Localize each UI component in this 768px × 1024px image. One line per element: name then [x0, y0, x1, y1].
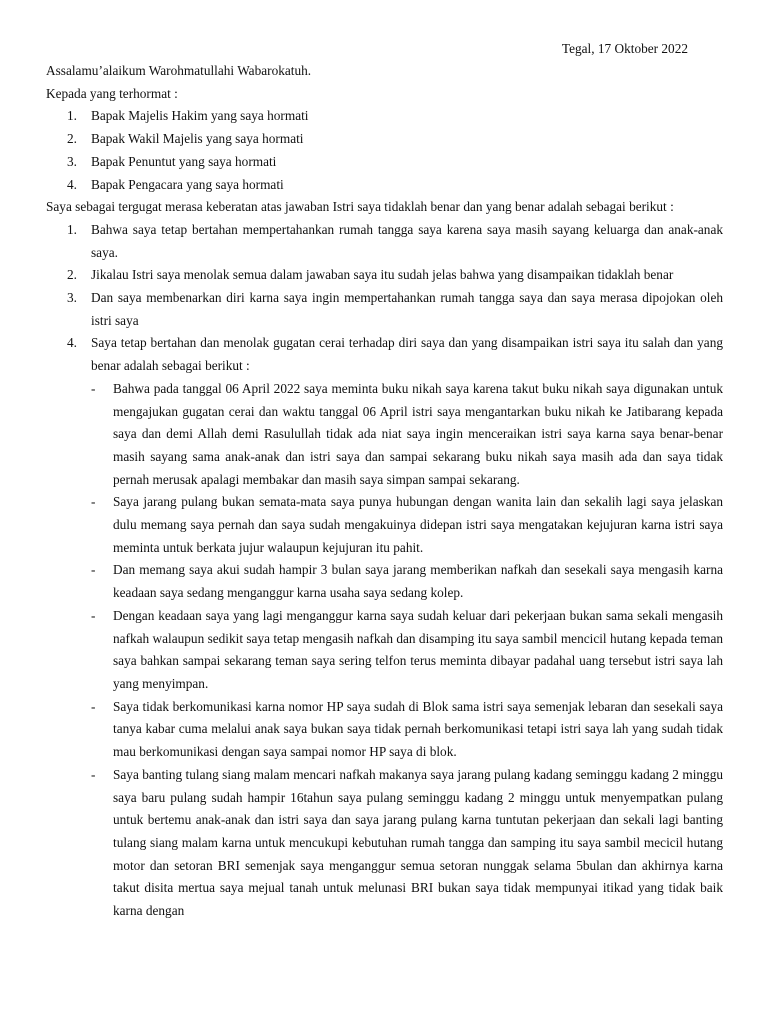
item-text: Bahwa saya tetap bertahan mempertahankan rumah tangga saya karena saya masih sayang keluarga dan anak-anak saya. [91, 221, 723, 260]
item-text: Bapak Pengacara yang saya hormati [91, 176, 284, 192]
item-text: Dan saya membenarkan diri karna saya ingin mempertahankan rumah tangga saya dan saya merasa dipojokan oleh istri saya [91, 290, 723, 328]
subpoint-text: Bahwa pada tanggal 06 April 2022 saya meminta buku nikah saya karena takut buku nikah saya digunakan untuk mengajukan gugatan cerai dan waktu tanggal 06 April istri saya mengantarkan buku nikah ke Jatibarang kepada saya dan demi Allah demi Rasulullah tidak ada niat saya ingin menceraikan istri saya karna saya benar-benar masih sayang sama anak-anak dan istri saya dan sampai sekarang buku nikah saya masih ada dan saya tidak pernah merusak apalagi membakar dan masih saya simpan sampai sekarang. [113, 380, 723, 487]
item-text: Bapak Wakil Majelis yang saya hormati [91, 131, 304, 147]
dash-marker: - [91, 698, 96, 714]
intro-paragraph: Saya sebagai tergugat merasa keberatan atas jawaban Istri saya tidaklah benar dan yang benar adalah sebagai berikut : [46, 199, 674, 215]
subpoint-item [91, 764, 723, 923]
item-text: Saya tetap bertahan dan menolak gugatan cerai terhadap diri saya dan yang disampaikan istri saya itu salah dan yang benar adalah sebagai berikut : [91, 335, 723, 374]
item-number: 3. [67, 290, 77, 306]
point-item [46, 219, 723, 264]
dash-marker: - [91, 766, 96, 782]
point-item [46, 264, 723, 287]
subpoint-item [91, 696, 723, 764]
subpoint-text: Saya jarang pulang bukan semata-mata saya punya hubungan dengan wanita lain dan sekalih lagi saya jelaskan dulu memang saya pernah dan saya sudah mengakuinya didepan istri saya mengatakan kejujuran karna istri saya meminta untuk berkata jujur walaupun kejujuran itu pahit. [113, 494, 723, 555]
salutation-item [46, 105, 723, 128]
item-number: 4. [67, 176, 77, 192]
addressee-intro: Kepada yang terhormat : [46, 85, 178, 101]
letter-body [46, 60, 723, 923]
item-number: 2. [67, 131, 77, 147]
item-number: 4. [67, 335, 77, 351]
points-list [46, 219, 723, 923]
item-text: Bapak Penuntut yang saya hormati [91, 153, 277, 169]
subpoint-item [91, 491, 723, 559]
point-item [46, 332, 723, 922]
salutation-item [46, 128, 723, 151]
dash-marker: - [91, 607, 96, 623]
subpoint-text: Saya banting tulang siang malam mencari nafkah makanya saya jarang pulang kadang seminggu kadang 2 minggu saya baru pulang sudah hampir 16tahun saya pulang seminggu kadang 2 minggu untuk menyempatkan pulang untuk bertemu anak-anak dan istri saya dan saya jarang pulang karna tuntutan pekerjaan dan sekali lagi banting tulang siang malam karna untuk mencukupi kebutuhan rumah tangga dan samping itu saya sambil mecicil hutang motor dan setoran BRI semenjak saya menganggur semua setoran nunggak selama 5bulan dan akhirnya karna takut disita mertua saya mejual tanah untuk melunasi BRI bukan saya tidak mempunyai itikad yang tidak baik karna dengan [113, 766, 723, 919]
subpoint-item [91, 378, 723, 492]
salutation-item [46, 151, 723, 174]
subpoint-text: Dengan keadaan saya yang lagi menganggur karna saya sudah keluar dari pekerjaan bukan sama sekali mengasih nafkah walaupun sedikit saya tetap mengasih nafkah dan disamping itu saya sambil mencicil hutang kepada teman saya bahkan sampai sekarang teman saya sering telfon terus meminta dibayar padahal uang tersebut istri saya lah yang menyimpan. [113, 607, 723, 691]
subpoint-text: Saya tidak berkomunikasi karna nomor HP saya sudah di Blok sama istri saya semenjak lebaran dan sesekali saya tanya kabar cuma melalui anak saya bukan saya tidak pernah berkomunikasi tetapi istri saya lah yang sudah tidak mau berkomunikasi dengan saya sampai nomor HP saya di blok. [113, 698, 723, 760]
item-number: 2. [67, 267, 77, 283]
letter-date: Tegal, 17 Oktober 2022 [561, 41, 688, 56]
greeting: Assalamu’alaikum Warohmatullahi Wabarokatuh. [46, 63, 312, 78]
item-text: Bapak Majelis Hakim yang saya hormati [91, 108, 309, 124]
salutation-list [46, 105, 723, 196]
dash-marker: - [91, 380, 96, 396]
salutation-item [46, 174, 723, 197]
dash-marker: - [91, 494, 96, 510]
subpoint-text: Dan memang saya akui sudah hampir 3 bulan saya jarang memberikan nafkah dan sesekali saya mengasih karna keadaan saya sedang menganggur karna usaha saya sedang kolep. [113, 562, 723, 601]
subpoint-item [91, 559, 723, 604]
item-number: 1. [67, 221, 77, 237]
item-number: 1. [67, 108, 77, 124]
subpoint-item [91, 605, 723, 696]
item-text: Jikalau Istri saya menolak semua dalam jawaban saya itu sudah jelas bahwa yang disampaikan tidaklah benar [91, 267, 674, 283]
point-item [46, 287, 723, 332]
dash-marker: - [91, 562, 96, 578]
subpoints-list [91, 378, 723, 923]
item-number: 3. [67, 153, 77, 169]
